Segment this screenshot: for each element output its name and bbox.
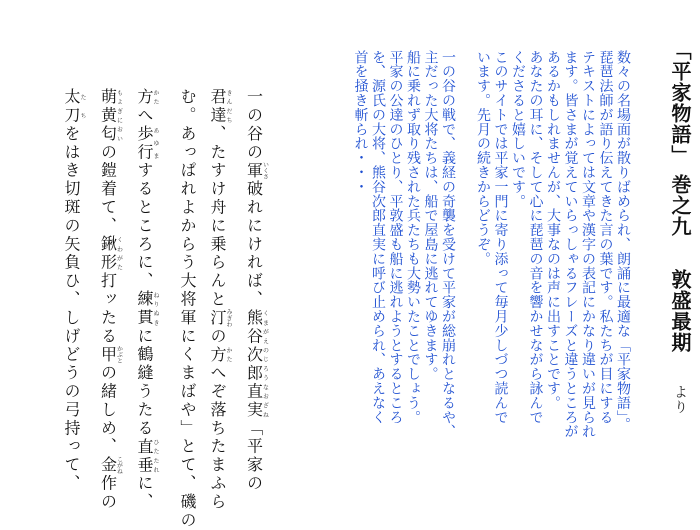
ruby-base: 鍬形 bbox=[98, 235, 118, 273]
main-column bbox=[209, 88, 232, 511]
furigana: たち bbox=[79, 88, 86, 125]
intro-column: 主だった大将たちは、船で屋島に逃れてゆきます。 bbox=[422, 50, 439, 382]
text-segment: に鶴縫うたる bbox=[135, 327, 154, 438]
ruby-base: 軍 bbox=[244, 161, 264, 181]
text-segment: へぞ落ちたまふら bbox=[208, 364, 227, 512]
text-segment: に、 bbox=[135, 474, 154, 512]
title-column bbox=[670, 40, 690, 415]
furigana: きんだち bbox=[225, 88, 232, 125]
intro-column: 一の谷の戦で、義経の奇襲を受けて平家が総崩れとなるや、 bbox=[440, 50, 456, 439]
ruby-word bbox=[208, 88, 232, 125]
ruby-word bbox=[135, 124, 159, 162]
ruby-word bbox=[135, 290, 159, 328]
text-segment: 「平家の bbox=[244, 419, 264, 493]
text-segment: するところに、 bbox=[135, 161, 154, 291]
furigana: くまがえのじろうなおざね bbox=[261, 308, 269, 420]
text-segment: の bbox=[208, 327, 227, 346]
intro-column: 平家の公達のひとり、平敦盛も船に逃れようとするところ bbox=[387, 50, 404, 425]
main-column bbox=[100, 88, 123, 511]
furigana: くわがた bbox=[115, 235, 123, 272]
intro-column: 数々の名場面が散りばめられ、朗誦に最適な「平家物語」。 bbox=[615, 50, 631, 432]
furigana: みぎわ bbox=[225, 308, 232, 328]
ruby-word bbox=[98, 456, 123, 475]
ruby-word bbox=[244, 161, 269, 181]
text-segment: をはき切斑の矢負ひ、しげどうの弓持って、 bbox=[62, 124, 81, 493]
main-column bbox=[179, 88, 195, 530]
furigana: かた bbox=[152, 88, 159, 107]
text-segment: 作の bbox=[98, 474, 118, 512]
work-title: 「平家物語」 bbox=[668, 40, 692, 166]
ruby-word bbox=[135, 88, 159, 107]
intro-column: います。先月の続きからどうぞ。 bbox=[475, 50, 491, 266]
ruby-base: 方 bbox=[135, 88, 154, 107]
furigana: かた bbox=[225, 345, 232, 365]
ruby-word bbox=[208, 345, 232, 365]
main-column bbox=[63, 88, 86, 493]
ruby-base: 金 bbox=[98, 456, 118, 475]
chapter-label: 巻之九 bbox=[668, 173, 692, 237]
intro-column: くださると嬉しいです。 bbox=[510, 50, 526, 209]
text-segment: 、たすけ舟に乗らんと bbox=[208, 124, 227, 309]
ruby-word bbox=[62, 88, 86, 125]
intro-column: テキストによっては文章や漢字の表記にかなり違いが見られ bbox=[580, 50, 596, 439]
intro-column: 琵琶法師が語り伝えてきた言の葉です。私たちが目にする bbox=[597, 50, 614, 425]
intro-column: 船に乗れず取り残された兵たちも大勢いたことでしょう。 bbox=[405, 50, 421, 425]
ruby-base: 歩行 bbox=[135, 124, 154, 162]
text-segment: の鎧着て、 bbox=[98, 143, 118, 236]
furigana: こがね bbox=[115, 456, 123, 475]
furigana: もよぎにおい bbox=[115, 88, 123, 144]
ruby-base: 練貫 bbox=[135, 290, 154, 328]
text-segment: む。あっぱれよからう大将軍にくまばや」とて、磯の bbox=[178, 88, 197, 530]
ruby-base: 君達 bbox=[208, 88, 227, 125]
text-segment: へ bbox=[135, 106, 154, 125]
intro-column: ます。皆さまが覚えていらっしゃるフレーズと違うところが bbox=[562, 50, 579, 439]
ruby-word bbox=[208, 308, 232, 328]
furigana: かぶと bbox=[115, 345, 123, 365]
ruby-base: 太刀 bbox=[62, 88, 81, 125]
intro-column: あなたの耳に、そして心に琵琶の音を響かせながら詠んで bbox=[527, 50, 544, 425]
furigana: あゆま bbox=[152, 124, 159, 162]
ruby-word bbox=[98, 345, 123, 365]
main-column bbox=[246, 88, 269, 493]
ruby-base: 直垂 bbox=[135, 437, 154, 475]
text-segment: 破れにければ、 bbox=[244, 180, 264, 309]
ruby-base: 汀 bbox=[208, 308, 227, 328]
furigana: ひたたれ bbox=[152, 437, 159, 475]
text-segment: の緒しめ、 bbox=[98, 364, 118, 457]
ruby-word bbox=[244, 308, 269, 420]
ruby-base: 熊谷次郎直実 bbox=[244, 308, 264, 420]
furigana: いくさ bbox=[261, 161, 269, 181]
ruby-word bbox=[98, 235, 123, 273]
text-segment: 一の谷の bbox=[244, 88, 264, 162]
ruby-base: 方 bbox=[208, 345, 227, 365]
main-column bbox=[136, 88, 159, 511]
source-note: より bbox=[672, 384, 688, 415]
intro-column: このサイトでは平家一門に寄り添って毎月少しづつ読んで bbox=[492, 50, 509, 425]
text-segment: 打ッたる bbox=[98, 272, 118, 346]
furigana: ねりぬき bbox=[152, 290, 159, 328]
section-title: 敦盛最期 bbox=[668, 268, 692, 353]
ruby-word bbox=[98, 88, 123, 144]
ruby-base: 甲 bbox=[98, 345, 118, 365]
ruby-word bbox=[135, 437, 159, 475]
intro-column: あるかもしれませんが、大事なのは声に出すことです。 bbox=[545, 50, 561, 410]
ruby-base: 萌黄匂 bbox=[98, 88, 118, 144]
intro-column: 首を掻き斬られ・・・ bbox=[352, 50, 369, 194]
intro-column: を、源氏の大将、熊谷次郎直実に呼び止められ、あえなく bbox=[370, 50, 386, 425]
